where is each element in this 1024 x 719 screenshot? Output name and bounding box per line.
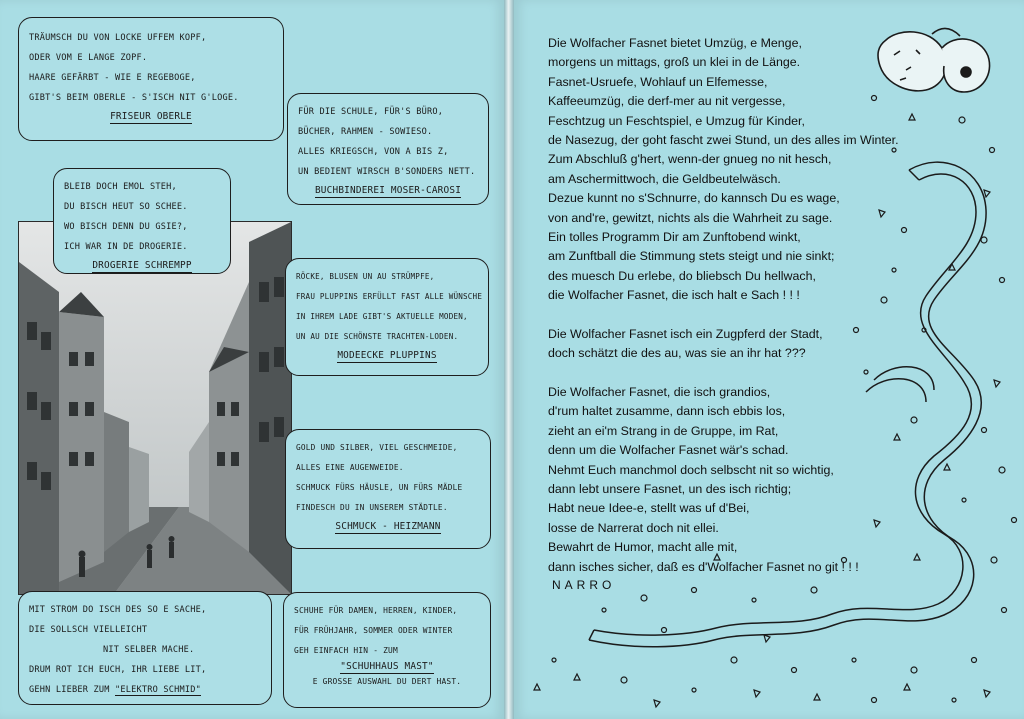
ad-line: UN AU DIE SCHÖNSTE TRACHTEN-LODEN. [296, 332, 459, 341]
ad-line: UN BEDIENT WIRSCH B'SONDERS NETT. [298, 167, 476, 177]
ad-modeecke-pluppins [285, 258, 489, 376]
ad-shop-name: BUCHBINDEREI MOSER-CAROSI [314, 185, 462, 196]
ad-schmuck-heizmann [285, 429, 491, 549]
poem-line: doch schätzt die des au, was sie an ihr hat ??? [548, 346, 806, 361]
left-page [0, 0, 504, 719]
poem-line: von and're, gewitzt, nichts als die Wahrheit zu sage. [548, 210, 833, 225]
poem-line: Die Wolfacher Fasnet isch ein Zugpferd der Stadt, [548, 326, 823, 341]
ad-line: GEH EINFACH HIN - ZUM [294, 646, 398, 655]
poem-line: am Aschermittwoch, die Geldbeutelwäsch. [548, 171, 781, 186]
ad-line: BÜCHER, RAHMEN - SOWIESO. [298, 127, 433, 137]
poem-signature: NARRO [552, 578, 616, 592]
ad-shop-name: SCHMUCK - HEIZMANN [335, 521, 441, 532]
poem-line: am Zunftball die Stimmung stets steigt und nie sinkt; [548, 249, 835, 264]
ad-line: FÜR DIE SCHULE, FÜR'S BÜRO, [298, 107, 444, 117]
poem-line: die Wolfacher Fasnet, die isch halt e Sach ! ! ! [548, 288, 800, 303]
ad-line: GEHN LIEBER ZUM "ELEKTRO SCHMID" [29, 685, 201, 695]
ad-line: GOLD UND SILBER, VIEL GESCHMEIDE, [296, 443, 458, 452]
ad-line: E GROSSE AUSWAHL DU DERT HAST. [312, 677, 462, 686]
poem-line: Die Wolfacher Fasnet bietet Umzüg, e Menge, [548, 36, 802, 50]
ad-schuhhaus-mast [283, 592, 491, 708]
poem-line: losse de Narrerat doch nit ellei. [548, 520, 719, 535]
ad-shop-name: DROGERIE SCHREMPP [92, 260, 192, 271]
poem-line: Dezue kunnt no s'Schnurre, do kannsch Du es wage, [548, 191, 840, 206]
ad-line: DRUM ROT ICH EUCH, IHR LIEBE LIT, [29, 665, 207, 675]
ad-friseur-oberle [18, 17, 284, 141]
ad-line: HAARE GEFÄRBT - WIE E REGEBOGE, [29, 73, 196, 83]
ad-line: ALLES EINE AUGENWEIDE. [296, 463, 404, 472]
ad-line: SCHMUCK FÜRS HÄUSLE, UN FÜRS MÄDLE [296, 483, 463, 492]
poem-line: Nehmt Euch manchmol doch selbscht nit so wichtig, [548, 462, 834, 477]
poem-line: denn um die Wolfacher Fasnet wär's schad. [548, 443, 789, 458]
poem-line: Ein tolles Programm Dir am Zunftobend winkt, [548, 229, 801, 244]
ad-line: DU BISCH HEUT SO SCHEE. [64, 202, 188, 212]
ad-line: RÖCKE, BLUSEN UN AU STRÜMPFE, [296, 272, 435, 281]
ad-line: GIBT'S BEIM OBERLE - S'ISCH NIT G'LOGE. [29, 93, 239, 103]
ad-line: FINDESCH DU IN UNSEREM STÄDTLE. [296, 503, 448, 512]
ad-line: DIE SOLLSCH VIELLEICHT [29, 625, 148, 635]
poem-stanza-2 [548, 325, 988, 364]
ad-line: TRÄUMSCH DU VON LOCKE UFFEM KOPF, [29, 33, 207, 43]
poem-stanza-1 [548, 34, 988, 305]
ad-line: ALLES KRIEGSCH, VON A BIS Z, [298, 147, 449, 157]
ad-line: BLEIB DOCH EMOL STEH, [64, 182, 177, 192]
poem-line: dann isches sicher, daß es d'Wolfacher Fasnet no git ! ! ! [548, 559, 859, 574]
poem-line: Zum Abschluß g'hert, wenn-der gnueg no nit hesch, [548, 152, 832, 167]
poem-line: dann lebt unsere Fasnet, un des isch richtig; [548, 481, 792, 496]
ad-shop-name: MODEECKE PLUPPINS [337, 350, 437, 361]
poem-line: Habt neue Idee-e, stellt was uf d'Bei, [548, 501, 750, 516]
ad-line: WO BISCH DENN DU GSIE?, [64, 222, 188, 232]
ad-line: IN IHREM LADE GIBT'S AKTUELLE MODEN, [296, 312, 468, 321]
poem-line: zieht an ei'm Strang in de Gruppe, im Rat, [548, 423, 779, 438]
ad-line: FÜR FRÜHJAHR, SOMMER ODER WINTER [294, 626, 453, 635]
ad-line: SCHUHE FÜR DAMEN, HERREN, KINDER, [294, 606, 458, 615]
poem-stanza-3 [548, 383, 988, 577]
ad-line: ICH WAR IN DE DROGERIE. [64, 242, 188, 252]
poem-line: des muesch Du erlebe, do bliebsch Du hellwach, [548, 268, 816, 283]
ad-line: NIT SELBER MACHE. [103, 645, 195, 655]
ad-shop-name: FRISEUR OBERLE [110, 111, 192, 122]
poem-line: Die Wolfacher Fasnet, die isch grandios, [548, 385, 771, 400]
book-spine [504, 0, 514, 719]
street-photo [18, 221, 292, 595]
poem-line: de Nasezug, der goht fascht zwei Stund, un des alles im Winter. [548, 132, 899, 147]
street-scene-image [19, 222, 291, 594]
poem-line: Bewahrt de Humor, macht alle mit, [548, 540, 738, 555]
poem-line: Fasnet-Usruefe, Wohlauf un Elfemesse, [548, 74, 768, 89]
ad-buchbinderei [287, 93, 489, 205]
ad-line: FRAU PLUPPINS ERFÜLLT FAST ALLE WÜNSCHE [296, 292, 483, 301]
ad-line: ODER VOM E LANGE ZOPF. [29, 53, 148, 63]
poem [548, 34, 988, 577]
poem-line: morgens un mittags, groß un klei in de Länge. [548, 55, 801, 70]
poem-line: Kaffeeumzüg, die derf-mer au nit vergesse, [548, 94, 786, 109]
poem-line: d'rum haltet zusamme, dann isch ebbis los, [548, 404, 786, 419]
ad-drogerie-schrempp [53, 168, 231, 274]
ad-elektro-schmid [18, 591, 272, 705]
ad-shop-name: "SCHUHHAUS MAST" [340, 661, 434, 672]
poem-line: Feschtzug un Feschtspiel, e Umzug für Kinder, [548, 113, 805, 128]
ad-line: MIT STROM DO ISCH DES SO E SACHE, [29, 605, 207, 615]
